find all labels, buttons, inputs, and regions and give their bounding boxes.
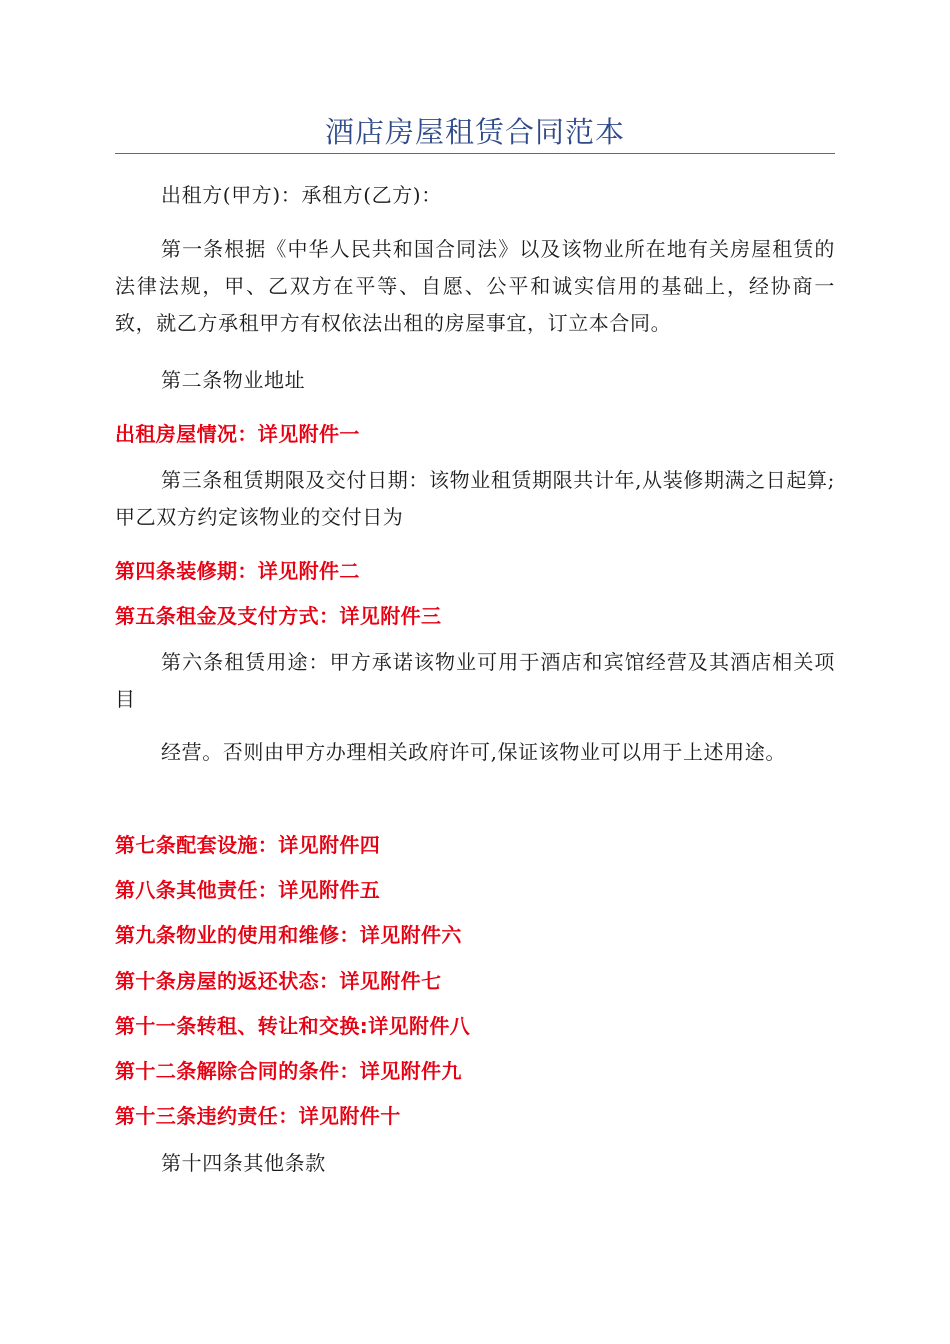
article-11: 第十一条转租、转让和交换:详见附件八 <box>115 1014 471 1038</box>
document-title: 酒店房屋租赁合同范本 <box>324 115 625 149</box>
article-12: 第十二条解除合同的条件：详见附件九 <box>115 1059 462 1083</box>
article-10: 第十条房屋的返还状态：详见附件七 <box>115 969 442 993</box>
article-1: 第一条根据《中华人民共和国合同法》以及该物业所在地有关房屋租赁的法律法规，甲、乙双方在平等、自愿、公平和诚实信用的基础上，经协商一致，就乙方承租甲方有权依法出租的房屋事宜，订立本合同。 <box>115 237 835 335</box>
article-14: 第十四条其他条款 <box>161 1151 326 1175</box>
title-underline <box>115 153 835 154</box>
article-5: 第五条租金及支付方式：详见附件三 <box>115 604 442 628</box>
rental-situation: 出租房屋情况：详见附件一 <box>115 422 360 446</box>
article-3: 第三条租赁期限及交付日期：该物业租赁期限共计年,从装修期满之日起算;甲乙双方约定该物业的交付日为 <box>115 468 835 529</box>
article-6-continued: 经营。否则由甲方办理相关政府许可,保证该物业可以用于上述用途。 <box>161 740 786 764</box>
article-9: 第九条物业的使用和维修：详见附件六 <box>115 923 462 947</box>
article-7: 第七条配套设施：详见附件四 <box>115 833 381 857</box>
article-8: 第八条其他责任：详见附件五 <box>115 878 381 902</box>
article-4: 第四条装修期：详见附件二 <box>115 559 360 583</box>
article-2: 第二条物业地址 <box>161 368 306 392</box>
article-6: 第六条租赁用途：甲方承诺该物业可用于酒店和宾馆经营及其酒店相关项目 <box>115 650 835 711</box>
parties-line: 出租方(甲方)：承租方(乙方)： <box>161 183 442 207</box>
article-13: 第十三条违约责任：详见附件十 <box>115 1104 401 1128</box>
